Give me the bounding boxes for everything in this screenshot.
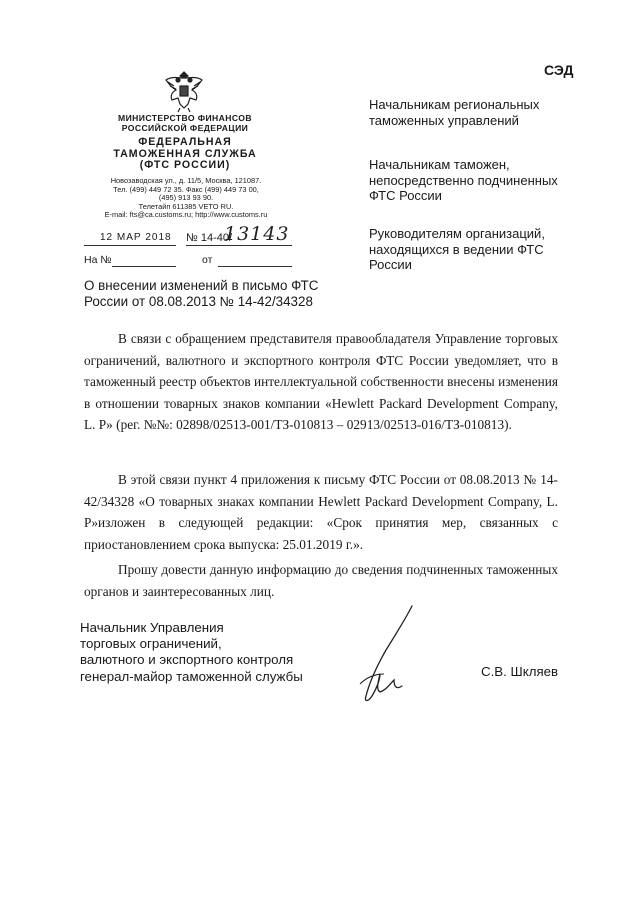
contact-address: Новозаводская ул., д. 11/5, Москва, 121087. (110, 176, 262, 185)
reference-date-underline (218, 266, 292, 267)
date-underline (84, 245, 176, 246)
signer-title-line-3: валютного и экспортного контроля (80, 652, 294, 668)
ministry-line-2: РОССИЙСКОЙ ФЕДЕРАЦИИ (121, 122, 249, 133)
addressee-regional: Начальникам региональных таможенных управлений (369, 97, 540, 128)
signer-title-line-1: Начальник Управления (80, 620, 224, 635)
signer-title-line-2: торговых ограничений, (80, 636, 222, 652)
sed-mark: СЭД (544, 62, 574, 78)
body-paragraph-2: В этой связи пункт 4 приложения к письму ФТС России от 08.08.2013 № 14-42/34328 «О товарных знаках компании Hewlett Packard Development Company, L. P»изложен в следующей редакции: «Срок принятия мер, связанных с приостановлением срока выпуска: 25.01.2019 г.». (84, 472, 558, 552)
outgoing-number-handwritten: 13143 (224, 223, 290, 245)
signer-name: С.В. Шкляев (481, 664, 559, 679)
reference-number-underline (112, 266, 176, 267)
body-paragraph-1: В связи с обращением представителя правообладателя Управление торговых ограничений, валютного и экспортного контроля ФТС России уведомляет, что в таможенный реестр объектов интеллектуальной собственности внесены изменения в отношении товарных знаков компании «Hewlett Packard Development Company, L. P» (рег. №№: 02898/02513-001/ТЗ-010813 – 02913/02513-016/ТЗ-010813). (84, 331, 558, 433)
addressee-organizations: Руководителям организаций, находящихся в ведении ФТС России (369, 226, 545, 272)
number-underline (186, 245, 292, 246)
reference-from-label: от (202, 254, 213, 266)
letter-subject: О внесении изменений в письмо ФТС России от 08.08.2013 № 14-42/34328 (84, 278, 319, 309)
addressee-customs: Начальникам таможен, непосредственно подчиненных ФТС России (369, 157, 558, 203)
reference-label: На № (84, 254, 112, 266)
handwritten-signature (350, 604, 440, 708)
ministry-name (100, 114, 270, 133)
contact-info (84, 177, 288, 220)
signer-title (80, 620, 320, 685)
body-paragraph-3: Прошу довести данную информацию до сведения подчиненных таможенных органов и заинтересованных лиц. (84, 562, 558, 599)
coat-of-arms-emblem-icon (160, 66, 208, 114)
contact-teletype: Телетайп 611385 VETO RU. (138, 201, 234, 211)
contact-email-web: E-mail: fts@ca.customs.ru; http://www.customs.ru (104, 210, 268, 220)
contact-phone-fax: Тел. (499) 449 72 35. Факс (499) 449 73 00, (113, 184, 259, 194)
contact-phone-2: (495) 913 93 90. (158, 193, 214, 203)
ministry-line-1: МИНИСТЕРСТВО ФИНАНСОВ (118, 113, 252, 123)
outgoing-number-label: № 14-40/ (186, 232, 233, 244)
agency-line-1: ФЕДЕРАЛЬНАЯ (138, 136, 232, 148)
agency-name (100, 137, 270, 172)
date-stamp: 12 МАР 2018 (100, 232, 172, 243)
agency-line-3: (ФТС РОССИИ) (139, 159, 231, 171)
signer-title-line-4: генерал-майор таможенной службы (80, 668, 303, 684)
agency-line-2: ТАМОЖЕННАЯ СЛУЖБА (113, 147, 257, 160)
